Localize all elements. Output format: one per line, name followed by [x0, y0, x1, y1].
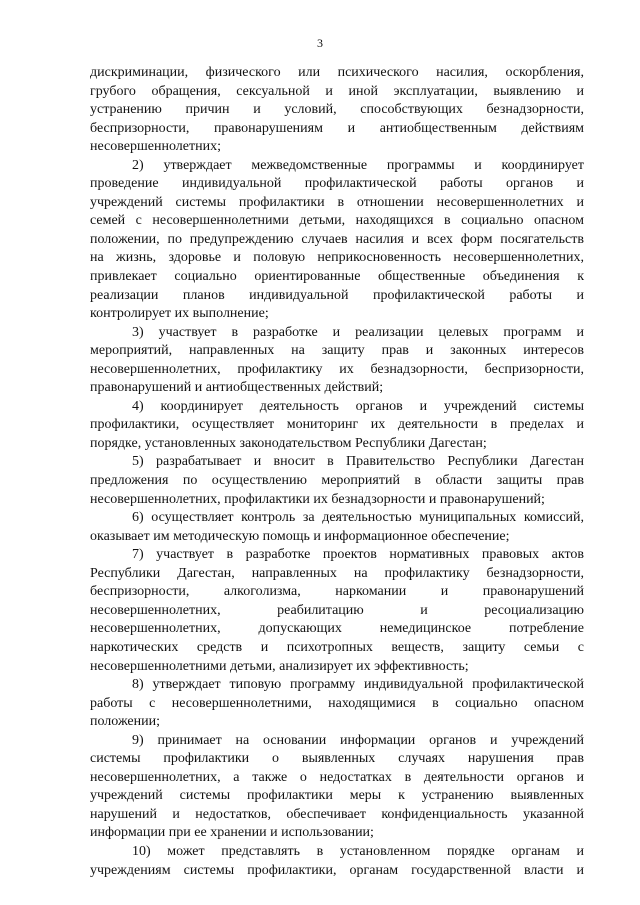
text-line: оказывает им методическую помощь и информационное обеспечение;: [90, 528, 510, 544]
paragraph-1: [90, 157, 584, 324]
text-line: положении, по предупреждению случаев насилия и всех форм посягательств: [90, 231, 584, 247]
text-line: 8) утверждает типовую программу индивидуальной профилактической: [132, 677, 584, 693]
paragraph-8: [90, 732, 584, 843]
text-line: 2) утверждает межведомственные программы и координирует: [132, 157, 584, 173]
text-line: правонарушений и антиобщественных действий;: [90, 380, 384, 396]
text-line: привлекает социально ориентированные общественные объединения к: [90, 269, 584, 285]
text-line: реализации планов индивидуальной профилактической работы и: [90, 287, 584, 303]
document-body: [90, 64, 584, 880]
text-line: предложения по осуществлению мероприятий в области защиты прав: [90, 473, 584, 489]
text-line: 6) осуществляет контроль за деятельностью муниципальных комиссий,: [132, 510, 584, 526]
text-line: информации при ее хранении и использовании;: [90, 825, 374, 841]
paragraph-3: [90, 398, 584, 454]
text-line: на жизнь, здоровье и половую неприкосновенность несовершеннолетних,: [90, 250, 584, 266]
text-line: несовершеннолетних, реабилитацию и ресоциализацию: [90, 602, 584, 618]
text-line: учреждений системы профилактики в отношении несовершеннолетних и: [90, 194, 584, 210]
text-line: нарушений и недостатков, обеспечивает конфиденциальность указанной: [90, 806, 584, 822]
text-line: семей с несовершеннолетними детьми, находящихся в социально опасном: [90, 213, 584, 229]
paragraph-9: [90, 843, 584, 880]
text-line: учреждениям системы профилактики, органам государственной власти и: [90, 862, 584, 878]
paragraph-5: [90, 509, 584, 546]
paragraph-4: [90, 453, 584, 509]
text-line: контролирует их выполнение;: [90, 306, 269, 322]
paragraph-0: [90, 64, 584, 157]
text-line: дискриминации, физического или психического насилия, оскорбления,: [90, 65, 584, 80]
text-line: 9) принимает на основании информации органов и учреждений: [132, 732, 584, 748]
text-line: несовершеннолетних, профилактики их безнадзорности и правонарушений;: [90, 491, 545, 507]
text-line: несовершеннолетних;: [90, 139, 221, 155]
text-line: несовершеннолетних, а также о недостатках в деятельности органов и: [90, 769, 584, 785]
text-line: 4) координирует деятельность органов и учреждений системы: [132, 398, 584, 414]
text-line: проведение индивидуальной профилактической работы органов и: [90, 176, 584, 192]
paragraph-2: [90, 324, 584, 398]
text-line: 10) может представлять в установленном порядке органам и: [132, 843, 584, 859]
text-line: учреждений системы профилактики меры к устранению выявленных: [90, 788, 584, 804]
page-number: 3: [317, 36, 323, 50]
paragraph-6: [90, 546, 584, 676]
text-line: профилактики, осуществляет мониторинг их деятельности в пределах и: [90, 417, 584, 433]
text-line: 5) разрабатывает и вносит в Правительство Республики Дагестан: [132, 454, 584, 470]
text-line: беспризорности, правонарушениям и антиобщественным действиям: [90, 120, 584, 136]
text-line: 7) участвует в разработке проектов нормативных правовых актов: [132, 547, 584, 563]
text-line: несовершеннолетних, профилактику их безнадзорности, беспризорности,: [90, 361, 584, 377]
paragraph-7: [90, 676, 584, 732]
text-line: несовершеннолетними детьми, анализирует их эффективность;: [90, 658, 469, 674]
text-line: беспризорности, алкоголизма, наркомании и правонарушений: [90, 584, 584, 600]
text-line: положении;: [90, 714, 161, 730]
text-line: несовершеннолетних, допускающих немедицинское потребление: [90, 621, 584, 637]
text-line: порядке, установленных законодательством Республики Дагестан;: [90, 435, 487, 451]
text-line: 3) участвует в разработке и реализации целевых программ и: [132, 324, 584, 340]
text-line: работы с несовершеннолетними, находящимися в социально опасном: [90, 695, 584, 711]
text-line: устранению причин и условий, способствующих безнадзорности,: [90, 102, 584, 118]
text-line: грубого обращения, сексуальной и иной эксплуатации, выявлению и: [90, 83, 584, 99]
text-line: мероприятий, направленных на защиту прав и законных интересов: [90, 343, 584, 359]
text-line: Республики Дагестан, направленных на профилактику безнадзорности,: [90, 565, 584, 581]
text-line: системы профилактики о выявленных случаях нарушения прав: [90, 751, 584, 767]
text-line: наркотических средств и психотропных веществ, защиту семьи с: [90, 639, 584, 655]
